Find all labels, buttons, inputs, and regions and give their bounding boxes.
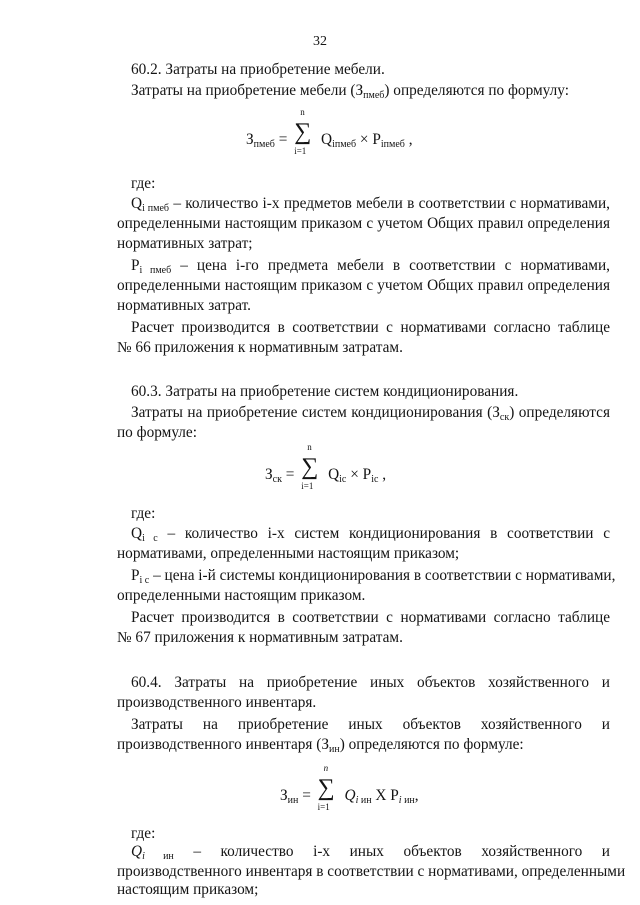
definition-q-inventory: $Q_{i ин}$ – количество i-х иных объектов хозяйственного и <box>131 843 610 862</box>
section-60-4-intro-line2: производственного инвентаря $(З_{ин})$ определяются по формуле: <box>117 736 524 755</box>
definition-q-inventory-line3: настоящим приказом; <box>117 881 259 898</box>
definition-q-furniture-line2: определенными настоящим приказом с учетом Общих правил определения <box>117 215 610 232</box>
definition-p-furniture-line3: нормативных затрат. <box>117 297 251 314</box>
section-60-4-intro: Затраты на приобретение иных объектов хозяйственного и <box>131 716 610 733</box>
definition-q-furniture-line3: нормативных затрат; <box>117 235 253 252</box>
section-60-2-heading: 60.2. Затраты на приобретение мебели. <box>131 61 385 78</box>
definition-q-ac: $Q_{i с}$ – количество i-х систем кондиционирования в соответствии с <box>131 525 611 544</box>
formula-inventory: $З_{ин}$ = ∑ n i=1 $Q_{i ин}$ X $P_{i ин}$, <box>280 763 419 812</box>
where-label: где: <box>131 175 156 192</box>
definition-p-ac-line2: определенными настоящим приказом. <box>117 587 366 604</box>
definition-p-furniture: $P_{i пмеб}$ – цена i-го предмета мебели в соответствии с нормативами, <box>131 257 611 276</box>
section-60-3-intro-line2: по формуле: <box>117 424 197 441</box>
section-60-3-heading: 60.3. Затраты на приобретение систем кондиционирования. <box>131 383 519 400</box>
definition-q-ac-line2: нормативами, определенными настоящим приказом; <box>117 545 460 562</box>
definition-p-ac: $P_{i с}$ – цена i-й системы кондиционирования в соответствии с нормативами, <box>131 567 616 586</box>
definition-q-inventory-line2: производственного инвентаря в соответствии с нормативами, определенными <box>117 863 626 880</box>
calc-note-67: Расчет производится в соответствии с нормативами согласно таблице <box>131 609 610 626</box>
calc-note-66: Расчет производится в соответствии с нормативами согласно таблице <box>131 319 610 336</box>
sum-sign: ∑ n i=1 <box>301 442 319 491</box>
sum-sign: ∑ n i=1 <box>294 107 312 156</box>
section-60-4-heading: 60.4. Затраты на приобретение иных объектов хозяйственного и <box>131 674 610 691</box>
section-60-2-intro: Затраты на приобретение мебели $(З_{пмеб})$ определяются по формулу: <box>131 82 569 101</box>
section-60-4-heading-line2: производственного инвентаря. <box>117 694 317 711</box>
page-number: 32 <box>313 34 327 49</box>
calc-note-67-line2: № 67 приложения к нормативным затратам. <box>117 629 403 646</box>
formula-furniture: $З_{пмеб}$ = ∑ n i=1 $Q_{iпмеб} \times P_{iпмеб}$ , <box>246 107 413 156</box>
definition-p-furniture-line2: определенными настоящим приказом с учетом Общих правил определения <box>117 277 610 294</box>
where-label: где: <box>131 825 156 842</box>
where-label: где: <box>131 505 156 522</box>
section-60-3-intro: Затраты на приобретение систем кондиционирования $(З_{ск})$ определяются <box>131 404 610 423</box>
sum-sign: ∑ n i=1 <box>317 763 335 812</box>
definition-q-furniture: $Q_{i пмеб}$ – количество i-х предметов мебели в соответствии с нормативами, <box>131 195 611 214</box>
calc-note-66-line2: № 66 приложения к нормативным затратам. <box>117 339 403 356</box>
formula-air-conditioning: $З_{ск}$ = ∑ n i=1 $Q_{ic} \times P_{ic}$ , <box>265 442 387 491</box>
